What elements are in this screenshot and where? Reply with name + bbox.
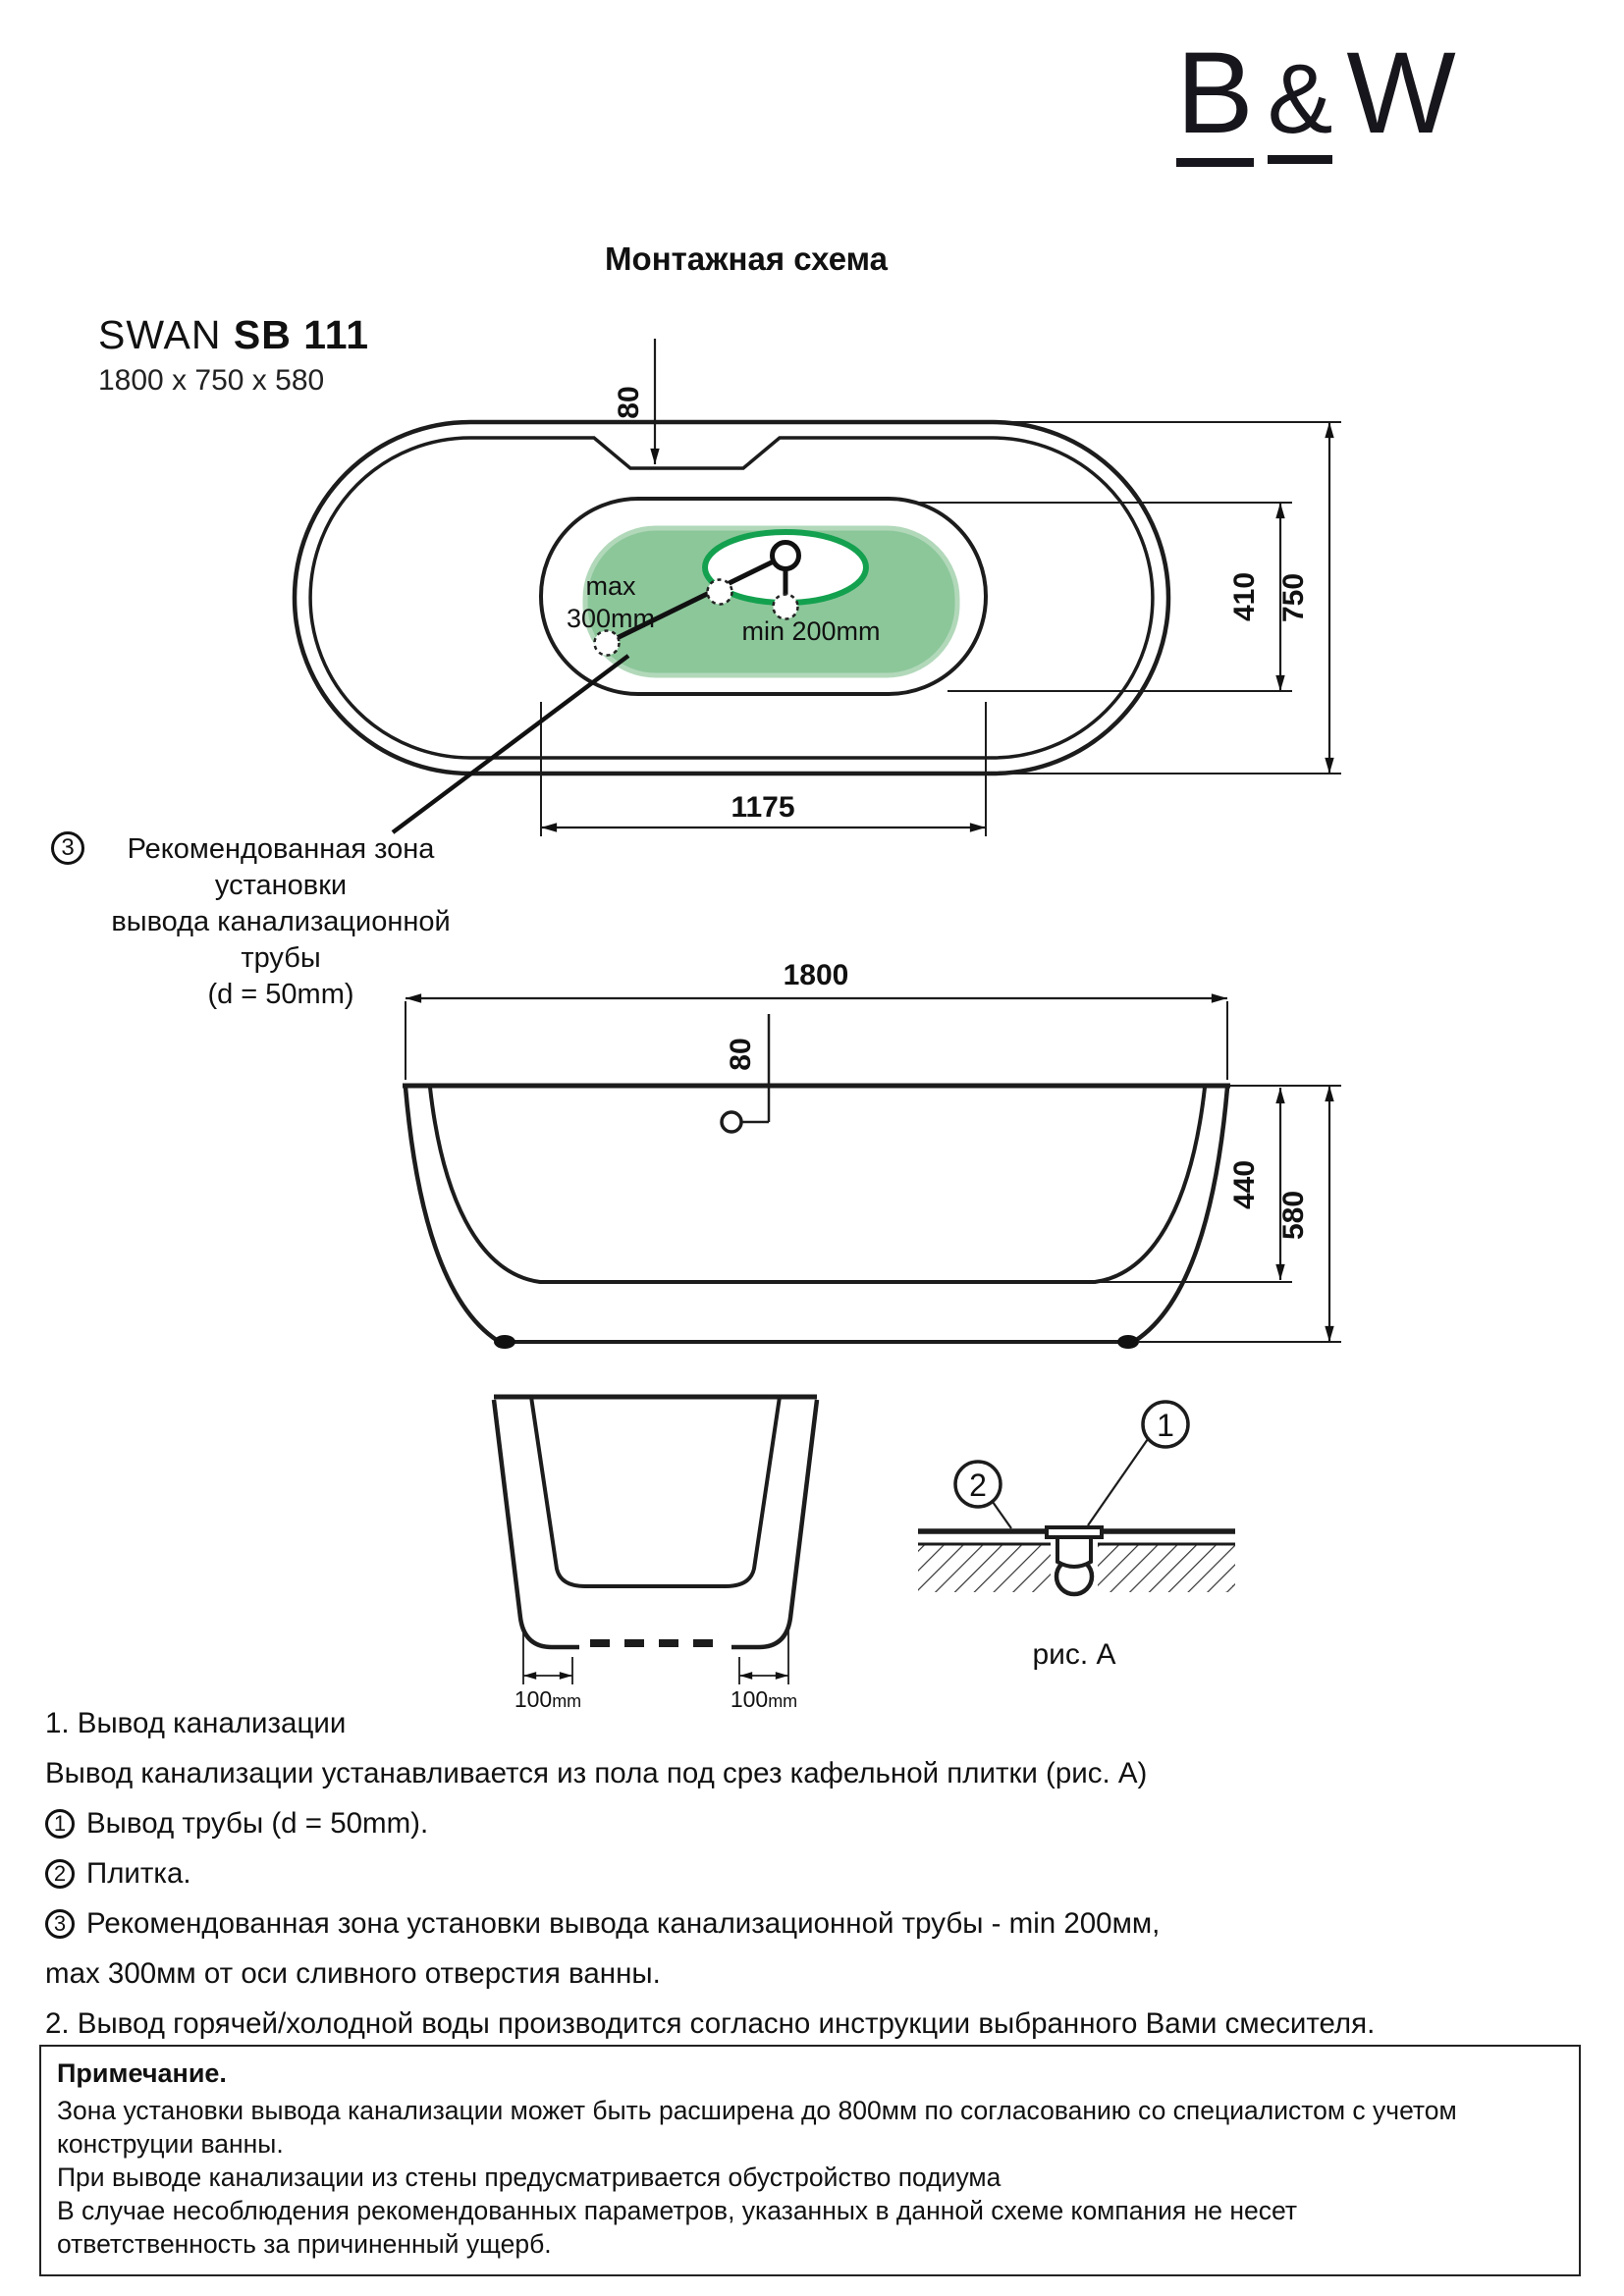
callout-2-leader — [993, 1502, 1011, 1528]
zone-note — [93, 831, 468, 1013]
front-outer-wall-left — [406, 1088, 498, 1341]
end-inner-wall — [531, 1397, 780, 1586]
zone-note-line2: вывода канализационной трубы — [111, 906, 451, 974]
product-dimensions: 1800 x 750 x 580 — [98, 364, 325, 397]
dimension-750: 750 — [1277, 572, 1310, 623]
dimension-100-right: 100mm — [730, 1686, 798, 1712]
front-inner-wall — [430, 1088, 1205, 1282]
pipe-position-min — [774, 595, 798, 619]
zone-note-line1: Рекомендованная зона установки — [127, 833, 435, 901]
list-item-text: Плитка. — [86, 1856, 191, 1890]
detail-figure-a — [918, 1402, 1235, 1671]
note-box-title: Примечание. — [57, 2058, 227, 2088]
label-max-value: 300mm — [566, 604, 656, 633]
dimension-1175: 1175 — [731, 791, 795, 824]
dimension-80: 80 — [613, 386, 645, 419]
list-number-2: 2 — [45, 1859, 75, 1889]
dimension-410: 410 — [1228, 571, 1261, 622]
dimension-580: 580 — [1277, 1190, 1310, 1241]
drain-hole — [773, 543, 799, 569]
dimension-80-front: 80 — [725, 1038, 757, 1071]
pipe-position-max — [595, 631, 620, 656]
end-view — [494, 1397, 817, 1712]
list-item-text: Вывод канализации устанавливается из пола под срез кафельной плитки (рис. А) — [45, 1756, 1148, 1789]
logo-ampersand: & — [1268, 53, 1333, 164]
logo-letter-b: B — [1176, 39, 1254, 167]
note-box-line: При выводе канализации из стены предусматривается обустройство подиума — [57, 2163, 1001, 2192]
list-number-1: 1 — [45, 1809, 75, 1839]
list-item-text: 2. Вывод горячей/холодной воды производится согласно инструкции выбранного Вами смесителя. — [45, 2006, 1376, 2040]
note-box-line: конструции ванны. — [57, 2129, 284, 2159]
front-view — [403, 959, 1341, 1349]
list-item — [45, 1748, 1616, 1798]
zone-note-number: 3 — [51, 831, 84, 865]
note-box-line: В случае несоблюдения рекомендованных параметров, указанных в данной схеме компания не несет — [57, 2196, 1297, 2225]
front-outer-wall-right — [1135, 1088, 1227, 1341]
list-item — [45, 1798, 1616, 1848]
callout-2-number: 2 — [969, 1468, 987, 1503]
list-item-text: 1. Вывод канализации — [45, 1706, 347, 1739]
front-foot-left — [494, 1335, 515, 1349]
overflow-hole — [722, 1112, 741, 1132]
page-title: Монтажная схема — [605, 240, 888, 277]
fitting-cup — [1057, 1537, 1091, 1567]
pipe-position-mid — [708, 580, 732, 605]
list-item — [45, 1999, 1616, 2049]
callout-1-number: 1 — [1157, 1408, 1174, 1443]
dimension-100-left: 100mm — [514, 1686, 582, 1712]
front-foot-right — [1117, 1335, 1139, 1349]
list-item — [45, 1848, 1616, 1898]
label-max: max — [585, 571, 636, 601]
label-min: min 200mm — [741, 616, 881, 646]
instructions-list — [45, 1698, 1616, 2049]
list-item-text: Рекомендованная зона установки вывода канализационной трубы - min 200мм, — [86, 1906, 1161, 1940]
logo-letter-w: W — [1346, 28, 1456, 158]
list-item — [45, 1898, 1616, 1949]
list-item — [45, 1949, 1616, 1999]
dimension-440: 440 — [1228, 1159, 1261, 1210]
list-item-text: max 300мм от оси сливного отверстия ванны. — [45, 1956, 661, 1990]
list-item-text: Вывод трубы (d = 50mm). — [86, 1806, 429, 1840]
plan-view — [295, 339, 1341, 836]
fitting-flange — [1047, 1527, 1102, 1537]
callout-1-leader — [1088, 1439, 1148, 1525]
zone-leader-line — [393, 656, 628, 832]
dimension-1800: 1800 — [783, 959, 849, 991]
note-box-line: ответственность за причиненный ущерб. — [57, 2229, 552, 2259]
note-box — [39, 2045, 1581, 2276]
note-box-line: Зона установки вывода канализации может быть расширена до 800мм по согласованию со специалистом с учетом — [57, 2096, 1457, 2125]
product-model: SB 111 — [233, 312, 370, 357]
zone-note-line3: (d = 50mm) — [207, 979, 354, 1010]
product-series: SWAN — [98, 312, 234, 357]
list-item — [45, 1698, 1616, 1748]
detail-caption: рис. А — [1032, 1638, 1116, 1671]
list-number-3: 3 — [45, 1909, 75, 1939]
